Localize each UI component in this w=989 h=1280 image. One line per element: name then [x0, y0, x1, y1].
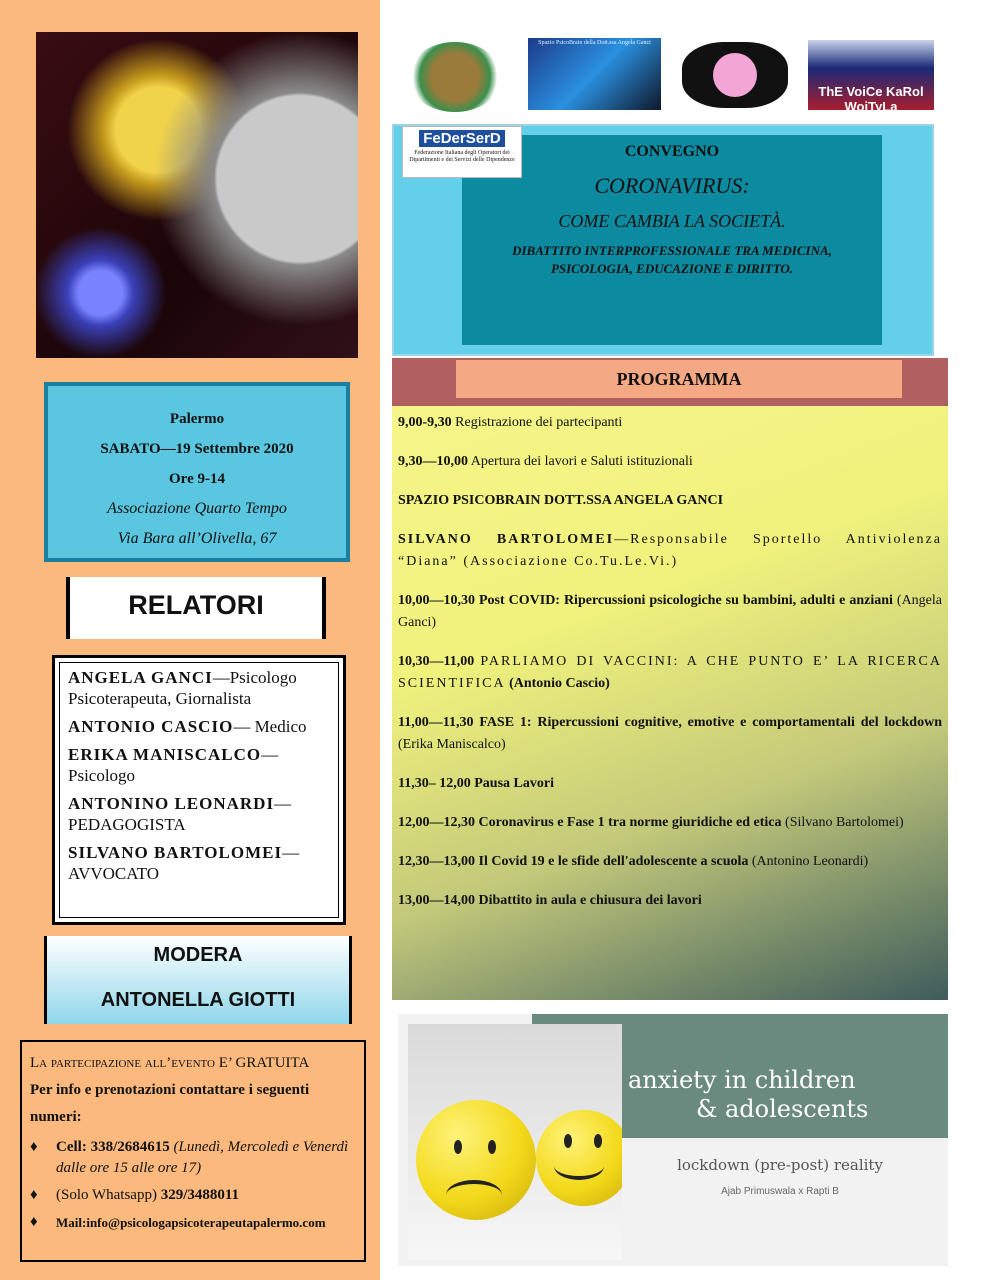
event-time: Ore 9-14	[169, 471, 225, 487]
bullet-icon: ♦	[30, 1139, 38, 1155]
program-item: 13,00—14,00 Dibattito in aula e chiusura dei lavori	[398, 893, 702, 908]
anxiety-authors: Ajab Primuswala x Rapti B	[721, 1186, 839, 1197]
event-date: SABATO—19 Settembre 2020	[100, 441, 294, 457]
free-entry-text: La partecipazione all’evento E’ GRATUITA	[30, 1055, 310, 1071]
program-item: 10,00—10,30 Post COVID: Ripercussioni psicologiche su bambini, adulti e anziani (Angela Ganci)	[398, 593, 942, 630]
anxiety-title: anxiety in children & adolescents	[628, 1066, 869, 1123]
federserd-logo: FeDerSerD Federazione Italiana degli Operatori dei Dipartimenti e dei Servizi delle Dipendenze	[402, 126, 522, 178]
program-item: 12,30—13,00 Il Covid 19 e le sfide dell'adolescente a scuola (Antonino Leonardi)	[398, 854, 869, 869]
info-box	[20, 1040, 366, 1262]
program-item: 10,30—11,00 PARLIAMO DI VACCINI: A CHE PUNTO E’ LA RICERCA SCIENTIFICA (Antonio Cascio)	[398, 654, 942, 691]
quadrifoglio-logo-icon	[682, 42, 788, 108]
speaker-item: ANTONIO CASCIO— Medico	[68, 717, 307, 736]
moderator-box	[44, 936, 352, 1024]
convegno-subtitle: COME CAMBIA LA SOCIETÀ.	[558, 211, 786, 231]
moderator-name: ANTONELLA GIOTTI	[100, 989, 296, 1011]
event-venue: Associazione Quarto Tempo	[107, 500, 287, 517]
contact-text: Per info e prenotazioni contattare i seguenti numeri:	[30, 1082, 310, 1125]
program-item: SPAZIO PSICOBRAIN DOTT.SSA ANGELA GANCI	[398, 493, 724, 508]
coronavirus-image	[36, 32, 358, 358]
bullet-icon: ♦	[30, 1187, 38, 1203]
mail-contact: ♦ Mail:info@psicologapsicoterapeutapalermo.com	[30, 1212, 356, 1233]
programma-list	[392, 406, 948, 1000]
convegno-label: CONVEGNO	[624, 143, 720, 160]
program-item: 12,00—12,30 Coronavirus e Fase 1 tra norme giuridiche ed etica (Silvano Bartolomei)	[398, 815, 904, 830]
email-link[interactable]: info@psicologapsicoterapeutapalermo.com	[86, 1215, 326, 1230]
anxiety-subtitle: lockdown (pre-post) reality	[677, 1156, 883, 1174]
convegno-description: DIBATTITO INTERPROFESSIONALE TRA MEDICINA, PSICOLOGIA, EDUCAZIONE E DIRITTO.	[512, 243, 832, 276]
whatsapp-contact: ♦ (Solo Whatsapp) 329/3488011	[30, 1185, 356, 1206]
speaker-item: ANTONINO LEONARDI— PEDAGOGISTA	[68, 794, 292, 834]
relatori-heading: RELATORI	[66, 577, 326, 639]
convegno-title: CORONAVIRUS:	[594, 173, 750, 198]
program-item: 11,30– 12,00 Pausa Lavori	[398, 776, 554, 791]
program-item: SILVANO BARTOLOMEI—Responsabile Sportello Antiviolenza “Diana” (Associazione Co.Tu.Le.Vi.)	[398, 532, 942, 569]
cell-phone-link[interactable]: Cell: 338/2684615	[56, 1139, 170, 1155]
event-details-box	[44, 382, 350, 562]
speaker-item: ANGELA GANCI—Psicologo Psicoterapeuta, Giornalista	[68, 668, 297, 708]
coturlevi-logo-icon	[408, 42, 502, 112]
cell-contact: ♦ Cell: 338/2684615 (Lunedì, Mercoledì e Venerdì dalle ore 15 alle ore 17)	[30, 1137, 356, 1179]
happy-face-icon	[536, 1110, 622, 1206]
speaker-item: ERIKA MANISCALCO— Psicologo	[68, 745, 279, 785]
speakers-list	[52, 655, 346, 925]
sad-face-icon	[416, 1100, 536, 1220]
smiley-faces-image	[408, 1024, 622, 1260]
program-item: 9,30—10,00 Apertura dei lavori e Saluti istituzionali	[398, 454, 693, 469]
programma-title: PROGRAMMA	[456, 360, 902, 398]
event-address: Via Bara all’Olivella, 67	[117, 530, 277, 547]
psicobrain-logo-icon: Spazio PsicoBrain della Dott.ssa Angela Ganci	[528, 38, 661, 110]
program-item: 9,00-9,30 Registrazione dei partecipanti	[398, 415, 623, 430]
voice-karol-wojtyla-logo: ThE VoiCe KaRol WojTyLa	[808, 40, 934, 110]
program-item: 11,00—11,30 FASE 1: Ripercussioni cognitive, emotive e comportamentali del lockdown (Erika Maniscalco)	[398, 715, 942, 752]
event-city: Palermo	[169, 411, 225, 427]
bullet-icon: ♦	[30, 1214, 38, 1230]
speaker-item: SILVANO BARTOLOMEI— AVVOCATO	[68, 843, 300, 883]
convegno-box	[462, 135, 882, 345]
whatsapp-number-link[interactable]: 329/3488011	[160, 1187, 240, 1203]
moderator-label: MODERA	[153, 944, 243, 966]
